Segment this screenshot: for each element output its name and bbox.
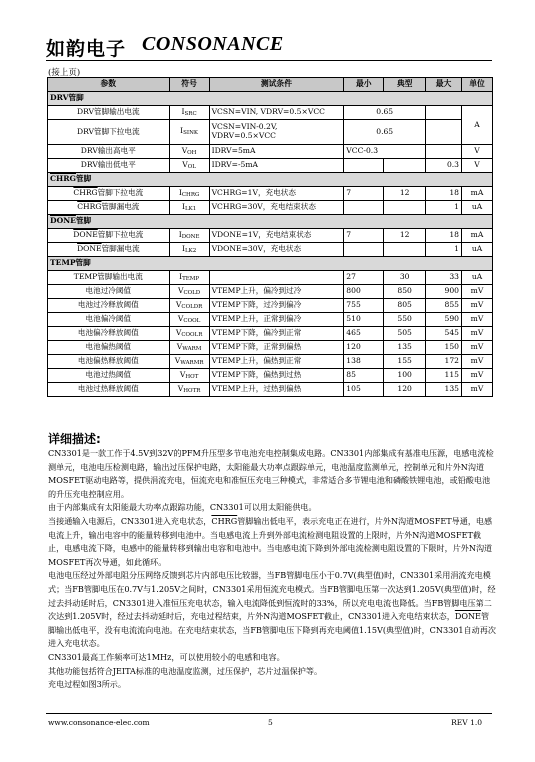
min-cell: 7 [344,187,384,201]
condition-cell: VDONE=30V，充电状态 [209,243,344,257]
condition-cell: VTEMP上升，偏冷到过冷 [209,285,344,299]
max-cell: 590 [426,313,462,327]
electrical-characteristics-table [47,77,493,397]
unit-cell: mV [462,369,493,383]
symbol-cell: VCOLDR [169,299,209,313]
max-cell: 150 [426,341,462,355]
unit-cell: V [462,159,493,173]
company-logo-english: CONSONANCE [142,33,284,55]
table-row [48,145,493,159]
max-cell: 1 [426,243,462,257]
section-done: DONE管脚 [48,215,493,229]
unit-cell: mV [462,299,493,313]
unit-cell: mV [462,285,493,299]
table-row [48,299,493,313]
table-row [48,271,493,285]
condition-cell: VCHRG=30V，充电结束状态 [209,201,344,215]
min-cell: 510 [344,313,384,327]
min-cell: 800 [344,285,384,299]
table-row [48,243,493,257]
min-cell: 27 [344,271,384,285]
description-title: 详细描述: [48,432,101,446]
param-cell: DONE管脚漏电流 [48,243,170,257]
max-cell: 172 [426,355,462,369]
typ-cell: 12 [384,229,426,243]
symbol-cell: VHOTR [169,383,209,397]
max-cell: 135 [426,383,462,397]
param-cell: CHRG管脚漏电流 [48,201,170,215]
min-cell: 7 [344,229,384,243]
condition-cell: VTEMP下降，偏冷到正常 [209,327,344,341]
param-cell: DRV输出高电平 [48,145,170,159]
unit-cell: mV [462,383,493,397]
unit-cell: mA [462,187,493,201]
table-row [48,355,493,369]
condition-cell: VTEMP上升，正常到偏冷 [209,313,344,327]
typ-cell: 0.65 [344,106,426,120]
typ-cell [384,159,426,173]
table-row [48,159,493,173]
param-cell: TEMP管脚输出电流 [48,271,170,285]
min-cell: 755 [344,299,384,313]
unit-cell: mV [462,355,493,369]
header-rule [46,60,492,61]
table-row [48,313,493,327]
condition-cell: VCHRG=1V，充电状态 [209,187,344,201]
min-cell [344,159,384,173]
max-cell: 855 [426,299,462,313]
param-cell: 电池过热释放阈值 [48,383,170,397]
paragraph: 其他功能包括符合JEITA标准的电池温度监测，过压保护，芯片过温保护等。 [48,665,323,676]
paragraph: 由于内部集成有太阳能最大功率点跟踪功能，CN3301可以用太阳能供电。 [48,502,317,513]
revision: REV 1.0 [451,718,482,727]
condition-cell: VDONE=1V，充电结束状态 [209,229,344,243]
symbol-cell: ILK2 [169,243,209,257]
condition-cell: VTEMP下降，偏热到过热 [209,369,344,383]
typ-cell [384,201,426,215]
condition-cell: IDRV=-5mA [209,159,344,173]
typ-cell [384,243,426,257]
symbol-cell: VOH [169,145,209,159]
table-header-row [48,78,493,92]
paragraph: 当接通输入电源后，CN3301进入充电状态，CHRG管脚输出低电平，表示充电正在进行，片外N沟道MOSFET导通，电感电流上升，输出电容中的能量转移到电池中。当电感电流上升到外部电流检测电阻设置的上限时，片外N沟道MOSFET截止，电感电流下降，电感中的能量转移到输出电容和电池中。当电感电流下降到外部电流检测电阻设置的下限时，片外N沟道MOSFET再次导通，如此循环。 [48,515,493,567]
website-url: www.consonance-elec.com [48,718,150,727]
typ-cell: 135 [384,341,426,355]
description-body [48,447,496,692]
unit-cell: uA [462,271,493,285]
max-cell: 545 [426,327,462,341]
max-cell: 18 [426,229,462,243]
min-cell [344,201,384,215]
min-cell: 85 [344,369,384,383]
header-param: 参数 [48,78,170,92]
min-cell: 138 [344,355,384,369]
header-unit: 单位 [462,78,493,92]
paragraph: CN3301最高工作频率可达1MHz，可以使用较小的电感和电容。 [48,651,285,662]
param-cell: 电池偏热阈值 [48,341,170,355]
table-row [48,106,493,120]
typ-cell: 505 [384,327,426,341]
header-symbol: 符号 [169,78,209,92]
header-max: 最大 [426,78,462,92]
typ-cell: 100 [384,369,426,383]
min-cell: 105 [344,383,384,397]
symbol-cell: ISRC [169,106,209,120]
section-chrg: CHRG管脚 [48,173,493,187]
param-cell: DRV输出低电平 [48,159,170,173]
symbol-cell: ILK1 [169,201,209,215]
max-cell: 33 [426,271,462,285]
param-cell: 电池偏冷阈值 [48,313,170,327]
param-cell: CHRG管脚下拉电流 [48,187,170,201]
condition-cell: VTEMP下降，正常到偏热 [209,341,344,355]
condition-cell: IDRV=5mA [209,145,344,159]
typ-cell: 12 [384,187,426,201]
param-cell: 电池过热阈值 [48,369,170,383]
header-condition: 测试条件 [209,78,344,92]
max-cell: 1 [426,201,462,215]
unit-cell: V [462,145,493,159]
unit-cell: uA [462,243,493,257]
symbol-cell: VHOT [169,369,209,383]
condition-cell: VCSN=VIN, VDRV=0.5×VCC [209,106,344,120]
param-cell: 电池偏冷释放阈值 [48,327,170,341]
symbol-cell: VOL [169,159,209,173]
section-drv: DRV管脚 [48,92,493,106]
max-cell [426,120,462,145]
condition-cell: VTEMP下降，过冷到偏冷 [209,299,344,313]
symbol-cell: VCOOL [169,313,209,327]
continued-label: (接上页) [48,68,81,78]
table-row [48,327,493,341]
paragraph: 电池电压经过外部电阻分压网络反馈到芯片内部电压比较器，当FB管脚电压小于0.7V(典型值)时，CN3301采用涓流充电模式；当FB管脚电压在0.7V与1.205V之间时，CN3301采用恒流充电模式。当FB管脚电压第一次达到1.205V(典型值)时，经过去抖动延时后，CN3301进入准恒压充电状态，输入电流降低到恒流时的33%，所以充电电流也降低。当FB管脚电压第二次达到1.205V时，经过去抖动延时后，充电过程结束，片外N沟道MOSFET截止，CN3301进入充电结束状态，DONE管脚输出低电平，没有电流流向电池。在充电结束状态，当FB管脚电压下降到再充电阈值1.15V(典型值)时，CN3301自动再次进入充电状态。 [48,570,496,649]
table-row [48,229,493,243]
unit-cell: A [462,106,493,145]
typ-cell: 120 [384,383,426,397]
paragraph: 充电过程如图3所示。 [48,679,126,690]
section-temp: TEMP管脚 [48,257,493,271]
symbol-cell: ICHRG [169,187,209,201]
symbol-cell: VCOOLR [169,327,209,341]
typ-cell: 550 [384,313,426,327]
max-cell: 900 [426,285,462,299]
unit-cell: mA [462,229,493,243]
symbol-cell: IDONE [169,229,209,243]
table-row [48,120,493,145]
max-cell [426,106,462,120]
header-min: 最小 [344,78,384,92]
unit-cell: uA [462,201,493,215]
paragraph: CN3301是一款工作于4.5V到32V的PFM升压型多节电池充电控制集成电路。CN3301内部集成有基准电压源，电感电流检测单元，电池电压检测电路，输出过压保护电路，太阳能最大功率点跟踪单元，电池温度监测单元，控制单元和片外N沟道MOSFET驱动电路等，提供涓流充电，恒流充电和准恒压充电三种模式，非常适合多节锂电池和磷酸铁锂电池，或铅酸电池的升压充电控制应用。 [48,448,494,499]
unit-cell: mV [462,313,493,327]
company-logo-chinese: 如韵电子 [46,38,127,60]
symbol-cell: VCOLD [169,285,209,299]
typ-cell: 0.65 [344,120,426,145]
typ-cell: 30 [384,271,426,285]
condition-cell: VCSN=VIN-0.2V, VDRV=0.5×VCC [209,120,344,145]
param-cell: DRV管脚输出电流 [48,106,170,120]
min-cell: VCC-0.3 [344,145,426,159]
condition-cell: VTEMP上升，过热到偏热 [209,383,344,397]
unit-cell: mV [462,327,493,341]
param-cell: DONE管脚下拉电流 [48,229,170,243]
typ-cell: 850 [384,285,426,299]
symbol-cell: ITEMP [169,271,209,285]
header-typ: 典型 [384,78,426,92]
table-row [48,341,493,355]
param-cell: 电池过冷释放阈值 [48,299,170,313]
min-cell: 465 [344,327,384,341]
min-cell [344,243,384,257]
unit-cell: mV [462,341,493,355]
symbol-cell: VWARMR [169,355,209,369]
page-number: 5 [268,718,273,727]
typ-cell: 155 [384,355,426,369]
param-cell: 电池偏热释放阈值 [48,355,170,369]
table-row [48,201,493,215]
min-cell: 120 [344,341,384,355]
max-cell [426,145,462,159]
condition-cell [209,271,344,285]
param-cell: DRV管脚下拉电流 [48,120,170,145]
table-row [48,187,493,201]
max-cell: 115 [426,369,462,383]
symbol-cell: ISINK [169,120,209,145]
param-cell: 电池过冷阈值 [48,285,170,299]
page-header [46,28,490,58]
typ-cell: 805 [384,299,426,313]
max-cell: 0.3 [426,159,462,173]
footer-rule [46,713,492,714]
table-row [48,369,493,383]
table-row [48,285,493,299]
table-row [48,383,493,397]
max-cell: 18 [426,187,462,201]
symbol-cell: VWARM [169,341,209,355]
condition-cell: VTEMP上升，偏热到正常 [209,355,344,369]
